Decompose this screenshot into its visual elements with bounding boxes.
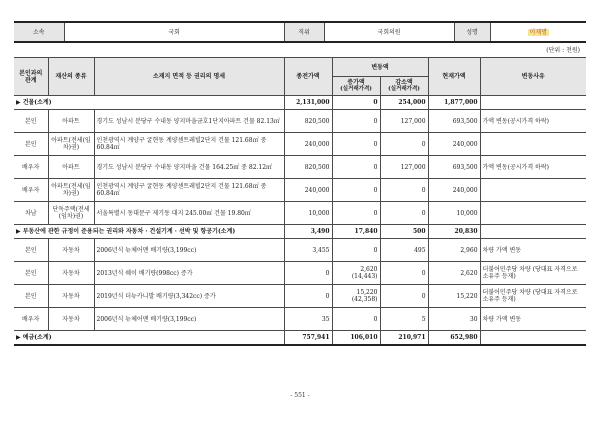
cell-decrease: 127,000 (380, 156, 428, 179)
cell-current: 693,500 (428, 156, 480, 179)
cell-type: 자동차 (48, 308, 94, 331)
position-label: 직위 (284, 22, 324, 42)
cell-previous: 0 (284, 262, 332, 285)
unit-note: (단위 : 천원) (546, 47, 580, 54)
cell-type: 아파트(전세(임차)권) (48, 133, 94, 156)
cell-reason: 차량 가액 변동 (480, 308, 586, 331)
col-reason: 변동사유 (480, 58, 586, 96)
cell-decrease: 0 (380, 202, 428, 225)
cell-increase-value: 0 (373, 246, 378, 254)
affiliation-label: 소속 (14, 22, 64, 42)
cell-details: 2006년식 뉴체어맨 배기량(3,199cc) (94, 308, 284, 331)
cell-previous: 3,455 (284, 239, 332, 262)
col-decrease-sub: (실거래가격) (388, 86, 420, 92)
cell-increase (332, 308, 380, 331)
cell-current: 30 (428, 308, 480, 331)
cell-details: 인천광역시 계양구 굴현동 계양센트레빌2단지 건물 121.68㎡ 중 60.84㎡ (94, 133, 284, 156)
cell-previous: 240,000 (284, 179, 332, 202)
subtotal-decrease: 500 (380, 225, 428, 239)
cell-reason: 더불어민주당 차량 (당대표 자격으로 소유주 등재) (480, 285, 586, 308)
cell-previous: 0 (284, 285, 332, 308)
subtotal-row (14, 225, 586, 239)
cell-increase (332, 202, 380, 225)
cell-increase (332, 110, 380, 133)
cell-increase-value: 0 (373, 117, 378, 125)
cell-reason: 더불어민주당 차량 (당대표 자격으로 소유주 등재) (480, 262, 586, 285)
col-details: 소재지 면적 등 권리의 명세 (94, 58, 284, 96)
cell-increase-value: 0 (373, 140, 378, 148)
subtotal-decrease: 210,971 (380, 331, 428, 346)
cell-increase-value: 15,220 (356, 289, 378, 296)
cell-decrease: 5 (380, 308, 428, 331)
col-previous: 종전가액 (284, 58, 332, 96)
cell-increase (332, 156, 380, 179)
cell-relation: 차남 (14, 202, 48, 225)
table-row (14, 179, 586, 202)
cell-relation: 본인 (14, 285, 48, 308)
cell-reason: 가액 변동(공시가격 하락) (480, 110, 586, 133)
cell-increase-value: 0 (373, 315, 378, 323)
cell-reason (480, 133, 586, 156)
name-cell (490, 22, 586, 42)
table-row (14, 308, 586, 331)
cell-relation: 배우자 (14, 179, 48, 202)
cell-increase-actual: (42,358) (351, 296, 378, 303)
col-decrease (380, 77, 428, 96)
cell-details: 인천광역시 계양구 굴현동 계양센트레빌2단지 건물 121.68㎡ 중 60.84㎡ (94, 179, 284, 202)
cell-increase-value: 2,620 (360, 266, 378, 273)
asset-table-body (14, 58, 586, 346)
cell-relation: 배우자 (14, 156, 48, 179)
header-row (14, 22, 586, 42)
cell-details: 경기도 성남시 분당구 수내동 양지마을금호1단지아파트 건물 82.13㎡ (94, 110, 284, 133)
col-increase-sub: (실거래가격) (340, 86, 372, 92)
position-value: 국회의원 (324, 22, 454, 42)
cell-increase (332, 262, 380, 285)
table-row (14, 285, 586, 308)
cell-type: 단독주택(전세(임차)권) (48, 202, 94, 225)
cell-decrease: 0 (380, 262, 428, 285)
subtotal-title: ▶ 예금(소계) (14, 331, 284, 346)
subtotal-increase: 0 (332, 96, 380, 110)
subtotal-current: 652,980 (428, 331, 480, 346)
col-relation: 본인과의 관계 (14, 58, 48, 96)
cell-decrease: 495 (380, 239, 428, 262)
col-current: 현재가액 (428, 58, 480, 96)
table-row (14, 239, 586, 262)
col-change-group: 변동액 (332, 58, 428, 77)
cell-decrease: 0 (380, 133, 428, 156)
cell-details: 경기도 성남시 분당구 수내동 양지마을 건물 164.25㎡ 중 82.12㎡ (94, 156, 284, 179)
cell-type: 자동차 (48, 285, 94, 308)
cell-relation: 본인 (14, 239, 48, 262)
cell-current: 15,220 (428, 285, 480, 308)
cell-increase (332, 179, 380, 202)
col-increase-label: 증가액 (347, 79, 365, 86)
cell-details: 2019년식 더뉴카니발 배기량(3,342cc) 증가 (94, 285, 284, 308)
cell-current: 693,500 (428, 110, 480, 133)
cell-details: 2006년식 뉴체어맨 배기량(3,199cc) (94, 239, 284, 262)
cell-type: 자동차 (48, 239, 94, 262)
cell-increase-actual: (14,443) (351, 273, 378, 280)
subtotal-previous: 3,490 (284, 225, 332, 239)
cell-type: 아파트(전세(임차)권) (48, 179, 94, 202)
cell-increase-value: 0 (373, 209, 378, 217)
table-row (14, 110, 586, 133)
col-type: 재산의 종류 (48, 58, 94, 96)
cell-current: 240,000 (428, 133, 480, 156)
subtotal-current: 20,830 (428, 225, 480, 239)
cell-previous: 240,000 (284, 133, 332, 156)
subtotal-previous: 2,131,000 (284, 96, 332, 110)
cell-current: 10,000 (428, 202, 480, 225)
name-value: 이재명 (529, 28, 547, 36)
cell-previous: 820,500 (284, 110, 332, 133)
subtotal-reason (480, 225, 586, 239)
cell-previous: 820,500 (284, 156, 332, 179)
cell-reason: 차량 가액 변동 (480, 239, 586, 262)
cell-type: 자동차 (48, 262, 94, 285)
cell-previous: 35 (284, 308, 332, 331)
subtotal-title: ▶ 건물(소계) (14, 96, 284, 110)
cell-reason (480, 202, 586, 225)
cell-reason: 가액 변동(공시가격 하락) (480, 156, 586, 179)
cell-reason (480, 179, 586, 202)
cell-decrease: 0 (380, 179, 428, 202)
cell-relation: 본인 (14, 110, 48, 133)
table-row (14, 133, 586, 156)
table-row (14, 156, 586, 179)
table-row (14, 202, 586, 225)
subtotal-reason (480, 331, 586, 346)
cell-details: 2013년식 쉐이 배기량(998cc) 증가 (94, 262, 284, 285)
subtotal-row (14, 331, 586, 346)
cell-details: 서울특별시 동대문구 제기동 대지 245.00㎡ 건물 19.80㎡ (94, 202, 284, 225)
asset-table (14, 57, 586, 346)
cell-increase (332, 285, 380, 308)
cell-type: 아파트 (48, 110, 94, 133)
cell-current: 240,000 (428, 179, 480, 202)
column-header-row (14, 58, 586, 77)
subtotal-title: ▶ 부동산에 관한 규정이 준용되는 권리와 자동차 · 건설기계 · 선박 및 항공기(소계) (14, 225, 284, 239)
cell-relation: 본인 (14, 262, 48, 285)
cell-type: 아파트 (48, 156, 94, 179)
cell-decrease: 0 (380, 285, 428, 308)
table-row (14, 262, 586, 285)
cell-increase (332, 239, 380, 262)
header-table (14, 21, 586, 43)
cell-increase-value: 0 (373, 186, 378, 194)
col-decrease-label: 감소액 (395, 79, 413, 86)
cell-current: 2,960 (428, 239, 480, 262)
subtotal-decrease: 254,000 (380, 96, 428, 110)
cell-current: 2,620 (428, 262, 480, 285)
subtotal-current: 1,877,000 (428, 96, 480, 110)
col-increase (332, 77, 380, 96)
name-label: 성명 (454, 22, 490, 42)
affiliation-value: 국회 (64, 22, 284, 42)
cell-relation: 본인 (14, 133, 48, 156)
cell-increase-value: 0 (373, 163, 378, 171)
subtotal-increase: 106,010 (332, 331, 380, 346)
subtotal-previous: 757,941 (284, 331, 332, 346)
cell-increase (332, 133, 380, 156)
subtotal-reason (480, 96, 586, 110)
page-number: - 551 - (290, 392, 310, 399)
cell-decrease: 127,000 (380, 110, 428, 133)
subtotal-increase: 17,840 (332, 225, 380, 239)
cell-relation: 배우자 (14, 308, 48, 331)
subtotal-row (14, 96, 586, 110)
cell-previous: 10,000 (284, 202, 332, 225)
